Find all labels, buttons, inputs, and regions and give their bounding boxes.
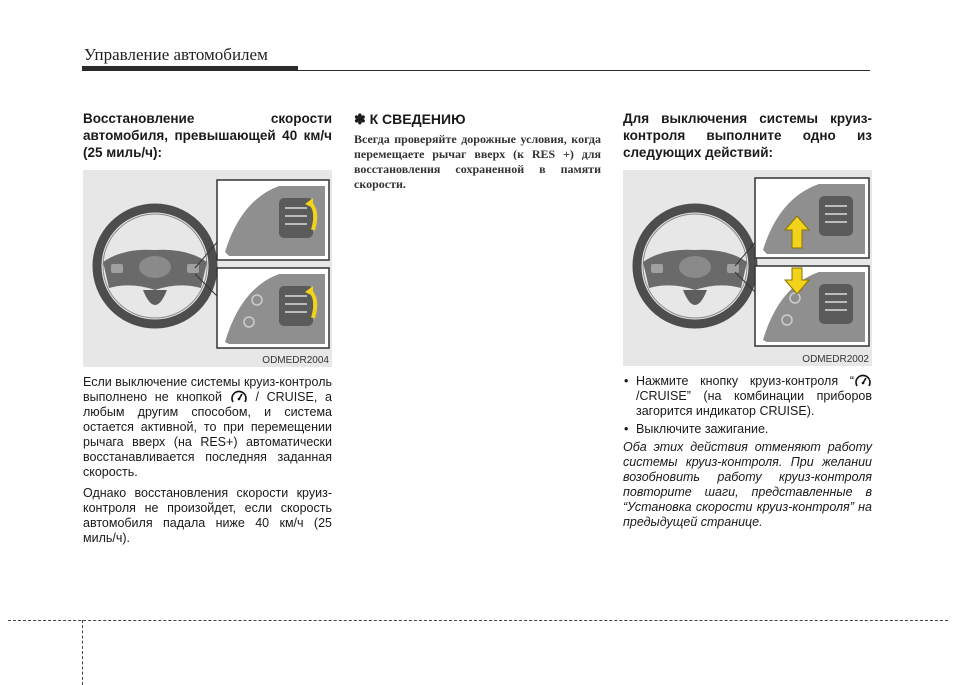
section-heading-cancel: Для выключения системы круиз-контроля выполните одно из следующих действий: — [623, 111, 872, 160]
crop-mark-vertical — [82, 620, 83, 685]
italic-note: Оба этих действия отменяют работу системы круиз-контроля. При желании возобновить работу круиз-контроля повторите шаги, представленные в “Установка скорости круиз-контроля” на предыдущей странице. — [623, 440, 872, 529]
crop-mark-horizontal — [8, 620, 948, 621]
page-title: Управление автомобилем — [84, 45, 268, 64]
column-note — [354, 110, 601, 192]
section-heading-resume: Восстановление скорости автомобиля, превышающей 40 км/ч (25 миль/ч): — [83, 111, 332, 160]
note-text: Всегда проверяйте дорожные условия, когда перемещаете рычаг вверх (к RES +) для восстановления сохраненной в памяти скорости. — [354, 132, 601, 191]
list-item: • Нажмите кнопку круиз-контроля “/CRUISE” (на комбинации приборов загорится индикатор CRUISE). — [624, 374, 872, 418]
figure-code: ODMEDR2002 — [802, 354, 869, 365]
paragraph-resume-1: Если выключение системы круиз-контроль выполнено не кнопкой / CRUISE, а любым другим способом, и система остается активной, то при перемещении рычага вверх (на RES+) автоматически восстанавливается последняя заданная скорость. — [83, 375, 332, 479]
steering-wheel-illustration — [83, 170, 332, 367]
cruise-control-icon — [854, 374, 872, 388]
column-resume-speed — [83, 110, 332, 546]
header-rule — [82, 70, 870, 71]
figure-steering-wheel-cancel — [623, 170, 872, 366]
figure-code: ODMEDR2004 — [262, 355, 329, 366]
list-item: • Выключите зажигание. — [624, 422, 769, 436]
steering-wheel-illustration — [623, 170, 872, 366]
note-title: ✽ К СВЕДЕНИЮ — [354, 111, 466, 127]
cruise-control-icon — [230, 390, 248, 404]
bullet-list — [623, 374, 872, 437]
column-cancel-cruise — [623, 110, 872, 530]
paragraph-resume-2: Однако восстановления скорости круиз-контроля не произойдет, если скорость автомобиля падала ниже 40 км/ч (25 миль/ч). — [83, 486, 332, 545]
figure-steering-wheel-resume — [83, 170, 332, 367]
